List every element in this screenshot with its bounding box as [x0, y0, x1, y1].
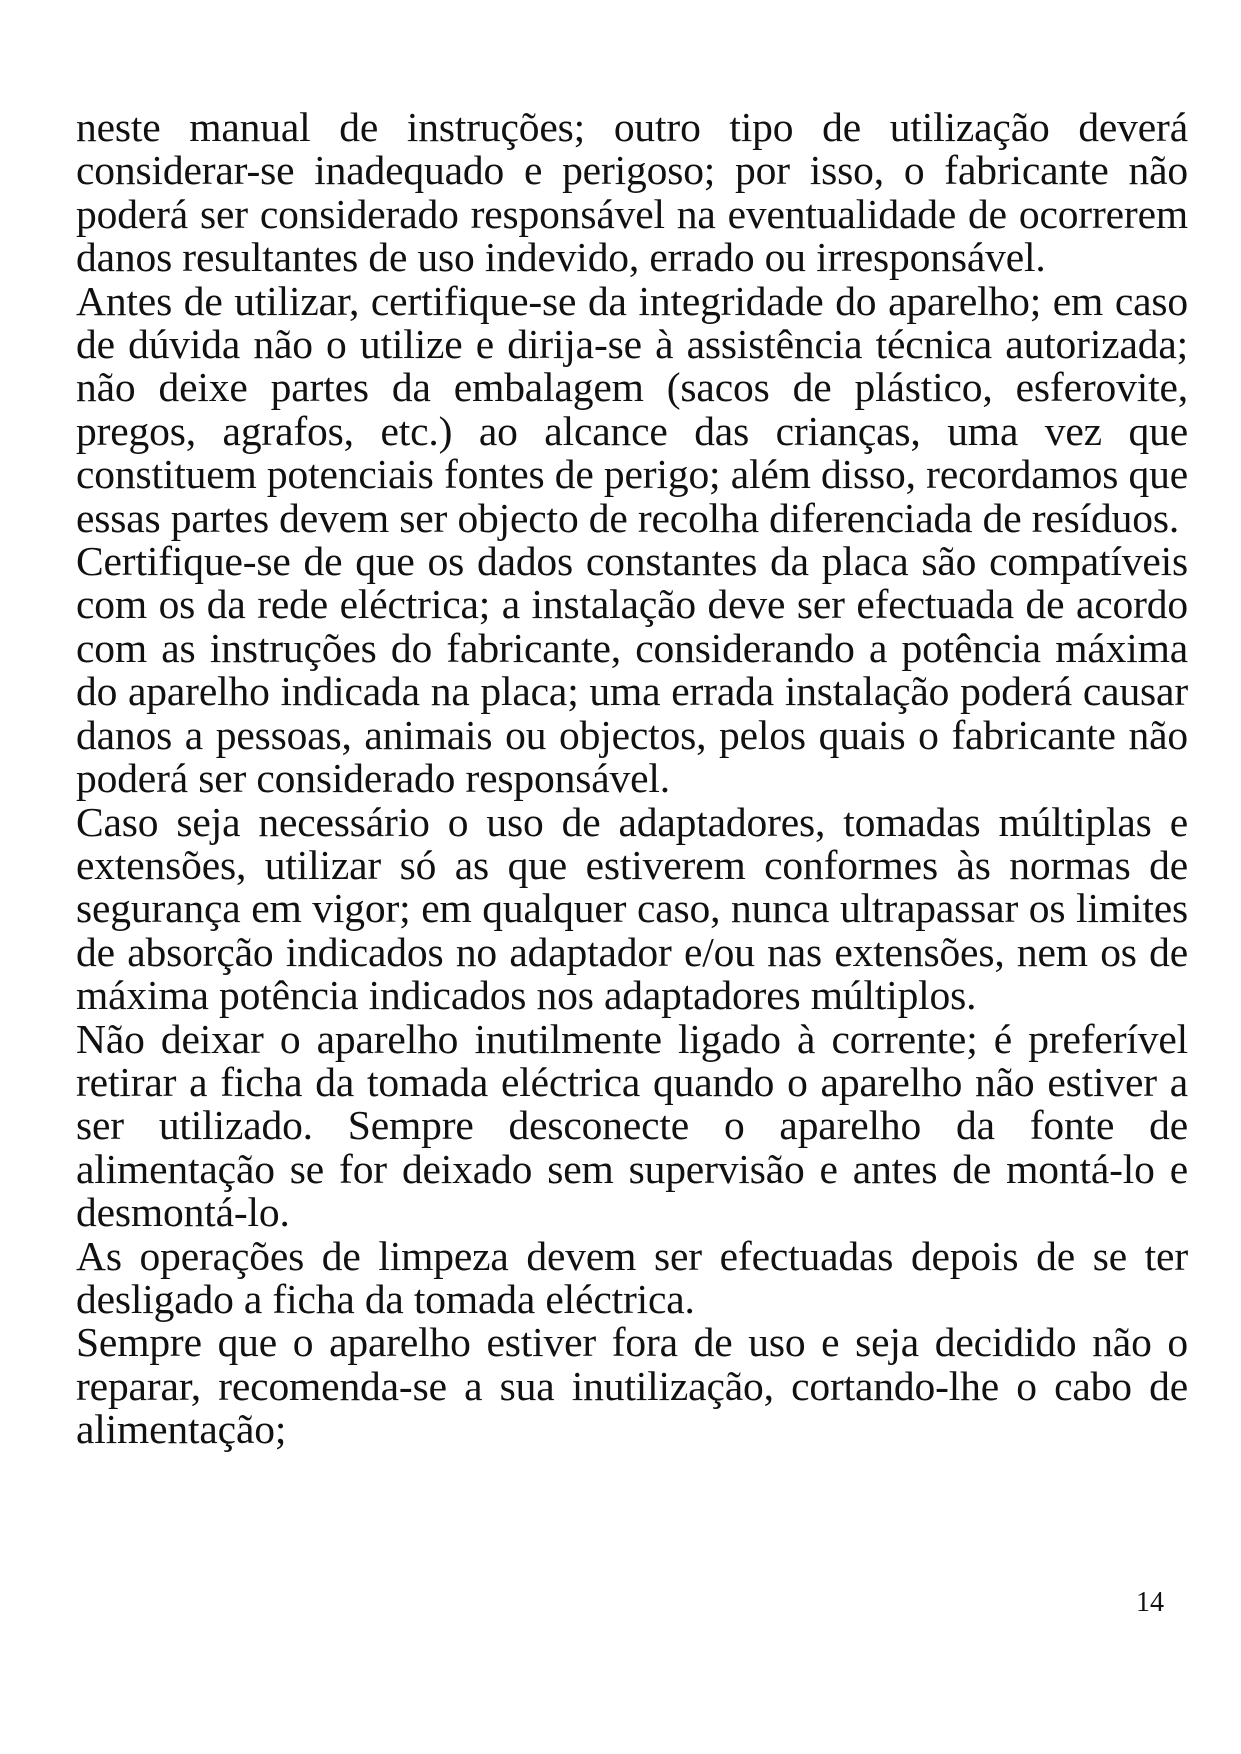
paragraph-unplug: Não deixar o aparelho inutilmente ligado à corrente; é preferível retirar a ficha da tomada eléctrica quando o aparelho não estiver a ser utilizado. Sempre desconecte o aparelho da fonte de alimentação se for deixado sem supervisão e antes de montá-lo e desmontá-lo. [76, 1015, 1188, 1236]
paragraph-intended-use: neste manual de instruções; outro tipo de utilização deverá considerar-se inadequado e perigoso; por isso, o fabricante não poderá ser considerado responsável na eventualidade de ocorrerem danos resultantes de uso indevido, errado ou irresponsável. [76, 104, 1188, 281]
page-number: 14 [1136, 1587, 1164, 1618]
paragraph-electrical-data: Certifique-se de que os dados constantes da placa são compatíveis com os da rede eléctrica; a instalação deve ser efectuada de acordo com as instruções do fabricante, considerando a potência máxima do aparelho indicada na placa; uma errada instalação poderá causar danos a pessoas, animais ou objectos, pelos quais o fabricante não poderá ser considerado responsável. [76, 538, 1188, 802]
paragraph-adapters: Caso seja necessário o uso de adaptadores, tomadas múltiplas e extensões, utilizar só as que estiverem conformes às normas de segurança em vigor; em qualquer caso, nunca ultrapassar os limites de absorção indicados no adaptador e/ou nas extensões, nem os de máxima potência indicados nos adaptadores múltiplos. [76, 798, 1188, 1019]
manual-page-body [76, 106, 1188, 1686]
paragraph-check-integrity: Antes de utilizar, certifique-se da integridade do aparelho; em caso de dúvida não o utilize e dirija-se à assistência técnica autorizada; não deixe partes da embalagem (sacos de plástico, esferovite, pregos, agrafos, etc.) ao alcance das crianças, uma vez que constituem potenciais fontes de perigo; além disso, recordamos que essas partes devem ser objecto de recolha diferenciada de resíduos. [76, 277, 1188, 541]
paragraph-cleaning: As operações de limpeza devem ser efectuadas depois de se ter desligado a ficha da tomada eléctrica. [76, 1232, 1188, 1322]
paragraph-disposal: Sempre que o aparelho estiver fora de uso e seja decidido não o reparar, recomenda-se a sua inutilização, cortando-lhe o cabo de alimentação; [76, 1319, 1188, 1453]
